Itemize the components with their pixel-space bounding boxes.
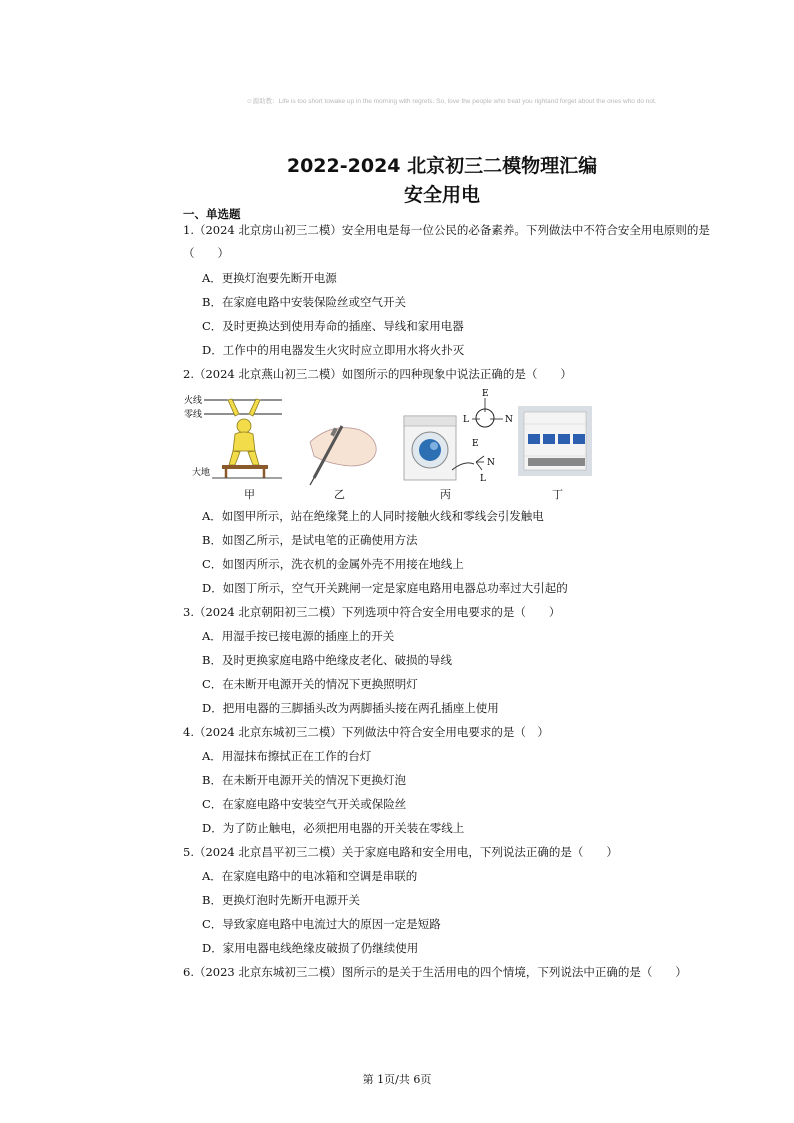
question-1-option-a: A．更换灯泡要先断开电源 <box>202 271 337 285</box>
question-5-stem: 5.（2024 北京昌平初三二模）关于家庭电路和安全用电，下列说法正确的是（ ） <box>183 845 618 859</box>
page-footer: 第 1页/共 6页 <box>362 1073 432 1086</box>
plug-l-label: L <box>480 474 486 484</box>
question-1-stem-cont: （ ） <box>183 246 229 260</box>
question-6-stem: 6.（2023 北京东城初三二模）图所示的是关于生活用电的四个情境，下列说法中正确的是（ ） <box>183 965 687 979</box>
question-3-option-b: B．及时更换家庭电路中绝缘皮老化、破损的导线 <box>202 653 452 667</box>
question-4-stem: 4.（2024 北京东城初三二模）下列做法中符合安全用电要求的是（ ） <box>183 725 549 739</box>
question-5-option-a: A．在家庭电路中的电冰箱和空调是串联的 <box>202 869 418 883</box>
figure-illustrations <box>182 386 612 486</box>
question-2-option-b: B．如图乙所示，是试电笔的正确使用方法 <box>202 533 418 547</box>
question-5-option-b: B．更换灯泡时先断开电源开关 <box>202 893 360 907</box>
section-heading: 一、单选题 <box>183 207 241 221</box>
question-2-figure <box>182 386 612 500</box>
caption-bing: 丙 <box>440 488 451 501</box>
figure-bing <box>404 389 513 484</box>
caption-jia: 甲 <box>244 488 255 501</box>
question-4-option-c: C．在家庭电路中安装空气开关或保险丝 <box>202 797 407 811</box>
caption-yi: 乙 <box>334 488 345 501</box>
question-4-option-b: B．在未断开电源开关的情况下更换灯泡 <box>202 773 406 787</box>
figure-jia <box>184 394 282 478</box>
question-5-option-d: D．家用电器电线绝缘皮破损了仍继续使用 <box>202 941 419 955</box>
plug-n-label: N <box>487 458 495 468</box>
neutral-wire-label: 零线 <box>184 410 203 420</box>
question-3-option-c: C．在未断开电源开关的情况下更换照明灯 <box>202 677 418 691</box>
question-5-option-c: C．导致家庭电路中电流过大的原因一定是短路 <box>202 917 441 931</box>
fire-wire-label: 火线 <box>184 396 203 406</box>
question-2-option-c: C．如图丙所示，洗衣机的金属外壳不用接在地线上 <box>202 557 464 571</box>
question-2-option-a: A．如图甲所示，站在绝缘凳上的人同时接触火线和零线会引发触电 <box>202 509 544 523</box>
question-3-option-a: A．用湿手按已接电源的插座上的开关 <box>202 629 395 643</box>
socket-e-label: E <box>482 389 489 399</box>
page-title: 2022-2024 北京初三二模物理汇编 <box>286 155 598 177</box>
question-2-option-d: D．如图丁所示，空气开关跳闸一定是家庭电路用电器总功率过大引起的 <box>202 581 568 595</box>
ground-label: 大地 <box>192 468 211 478</box>
plug-e-label: E <box>472 439 479 449</box>
socket-n-label: N <box>505 415 513 425</box>
figure-yi <box>310 426 376 485</box>
socket-l-label: L <box>463 415 469 425</box>
watermark: ☺源助教：Life is too short towake up in the morning with regrets. So, love the people who treat you rightand forget about the ones who do not. <box>246 98 657 105</box>
question-1-stem: 1.（2024 北京房山初三二模）安全用电是每一位公民的必备素养。下列做法中不符合安全用电原则的是 <box>183 223 710 237</box>
question-4-option-d: D．为了防止触电，必须把用电器的开关装在零线上 <box>202 821 465 835</box>
question-1-option-d: D．工作中的用电器发生火灾时应立即用水将火扑灭 <box>202 343 465 357</box>
page-subtitle: 安全用电 <box>403 184 480 206</box>
question-3-stem: 3.（2024 北京朝阳初三二模）下列选项中符合安全用电要求的是（ ） <box>183 605 561 619</box>
figure-ding <box>518 406 592 476</box>
caption-ding: 丁 <box>552 488 563 501</box>
question-3-option-d: D．把用电器的三脚插头改为两脚插头接在两孔插座上使用 <box>202 701 499 715</box>
question-1-option-c: C．及时更换达到使用寿命的插座、导线和家用电器 <box>202 319 464 333</box>
question-2-stem: 2.（2024 北京燕山初三二模）如图所示的四种现象中说法正确的是（ ） <box>183 367 572 381</box>
question-1-option-b: B．在家庭电路中安装保险丝或空气开关 <box>202 295 406 309</box>
question-4-option-a: A．用湿抹布擦拭正在工作的台灯 <box>202 749 372 763</box>
